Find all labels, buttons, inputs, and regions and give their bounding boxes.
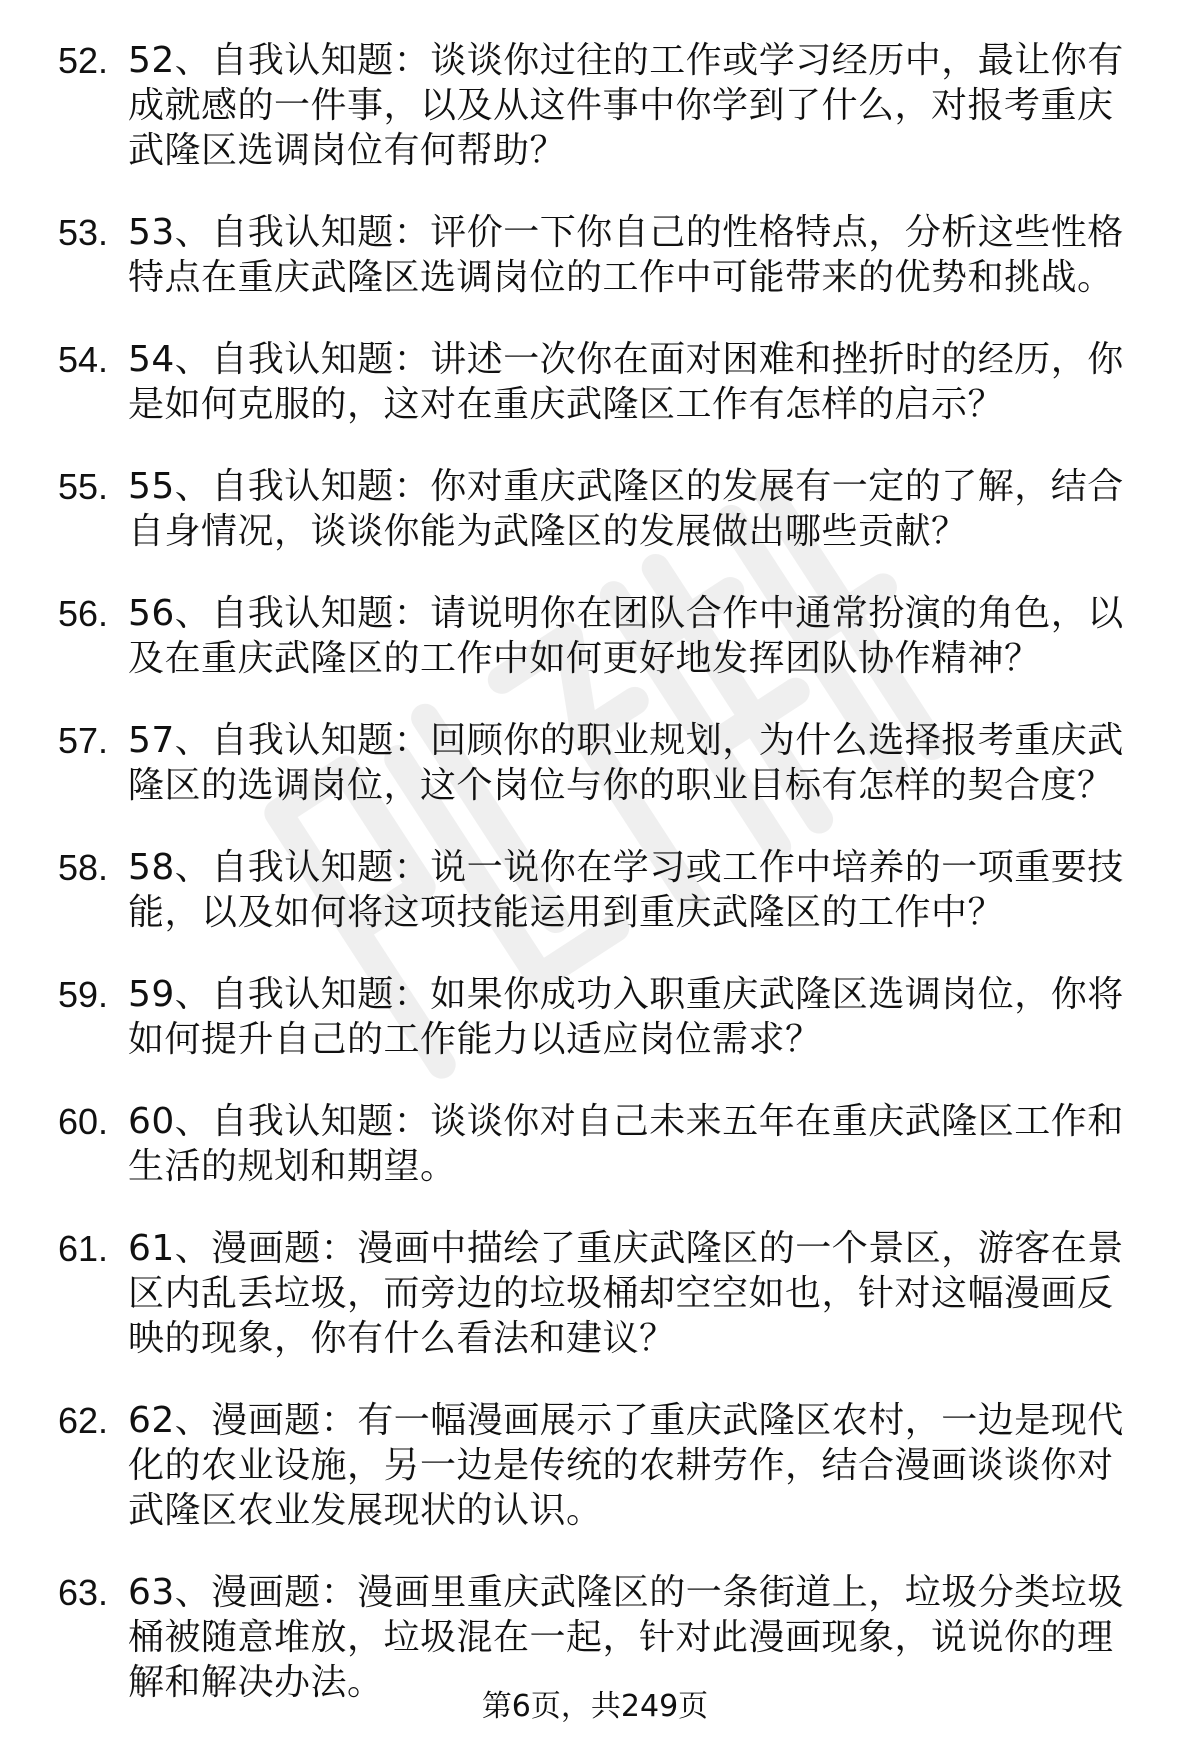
question-text: 61、漫画题：漫画中描绘了重庆武隆区的一个景区，游客在景区内乱丢垃圾，而旁边的垃圾桶却空空如也，针对这幅漫画反映的现象，你有什么看法和建议？ (128, 1228, 1124, 1359)
list-item (58, 1099, 1148, 1189)
item-number: 61. (58, 1228, 109, 1269)
item-number: 57. (58, 720, 109, 761)
item-number: 56. (58, 593, 109, 634)
list-item (58, 1226, 1148, 1361)
list-item (58, 845, 1148, 935)
list-item (58, 972, 1148, 1062)
item-number: 53. (58, 212, 109, 253)
question-text: 55、自我认知题：你对重庆武隆区的发展有一定的了解，结合自身情况，谈谈你能为武隆区的发展做出哪些贡献？ (128, 466, 1124, 552)
question-text: 56、自我认知题：请说明你在团队合作中通常扮演的角色，以及在重庆武隆区的工作中如何更好地发挥团队协作精神？ (128, 593, 1124, 679)
list-item (58, 1398, 1148, 1533)
question-text: 62、漫画题：有一幅漫画展示了重庆武隆区农村，一边是现代化的农业设施，另一边是传统的农耕劳作，结合漫画谈谈你对武隆区农业发展现状的认识。 (128, 1400, 1124, 1531)
list-item (58, 464, 1148, 554)
list-item (58, 718, 1148, 808)
list-item (58, 337, 1148, 427)
item-number: 59. (58, 974, 109, 1015)
question-list (58, 38, 1148, 1742)
item-number: 63. (58, 1572, 109, 1613)
item-number: 62. (58, 1400, 109, 1441)
list-item (58, 38, 1148, 173)
question-text: 58、自我认知题：说一说你在学习或工作中培养的一项重要技能，以及如何将这项技能运用到重庆武隆区的工作中？ (128, 847, 1124, 933)
list-item (58, 1570, 1148, 1705)
list-item (58, 210, 1148, 300)
item-number: 55. (58, 466, 109, 507)
question-text: 60、自我认知题：谈谈你对自己未来五年在重庆武隆区工作和生活的规划和期望。 (128, 1101, 1124, 1187)
question-text: 59、自我认知题：如果你成功入职重庆武隆区选调岗位，你将如何提升自己的工作能力以适应岗位需求？ (128, 974, 1124, 1060)
page-footer: 第6页，共249页 (481, 1689, 709, 1724)
question-text: 57、自我认知题：回顾你的职业规划，为什么选择报考重庆武隆区的选调岗位，这个岗位与你的职业目标有怎样的契合度？ (128, 720, 1124, 806)
item-number: 54. (58, 339, 109, 380)
question-text: 63、漫画题：漫画里重庆武隆区的一条街道上，垃圾分类垃圾桶被随意堆放，垃圾混在一起，针对此漫画现象，说说你的理解和解决办法。 (128, 1572, 1124, 1703)
item-number: 52. (58, 40, 109, 81)
list-item (58, 591, 1148, 681)
item-number: 60. (58, 1101, 109, 1142)
question-text: 52、自我认知题：谈谈你过往的工作或学习经历中，最让你有成就感的一件事，以及从这件事中你学到了什么，对报考重庆武隆区选调岗位有何帮助？ (128, 40, 1124, 171)
item-number: 58. (58, 847, 109, 888)
question-text: 53、自我认知题：评价一下你自己的性格特点，分析这些性格特点在重庆武隆区选调岗位的工作中可能带来的优势和挑战。 (128, 212, 1124, 298)
question-text: 54、自我认知题：讲述一次你在面对困难和挫折时的经历，你是如何克服的，这对在重庆武隆区工作有怎样的启示？ (128, 339, 1124, 425)
